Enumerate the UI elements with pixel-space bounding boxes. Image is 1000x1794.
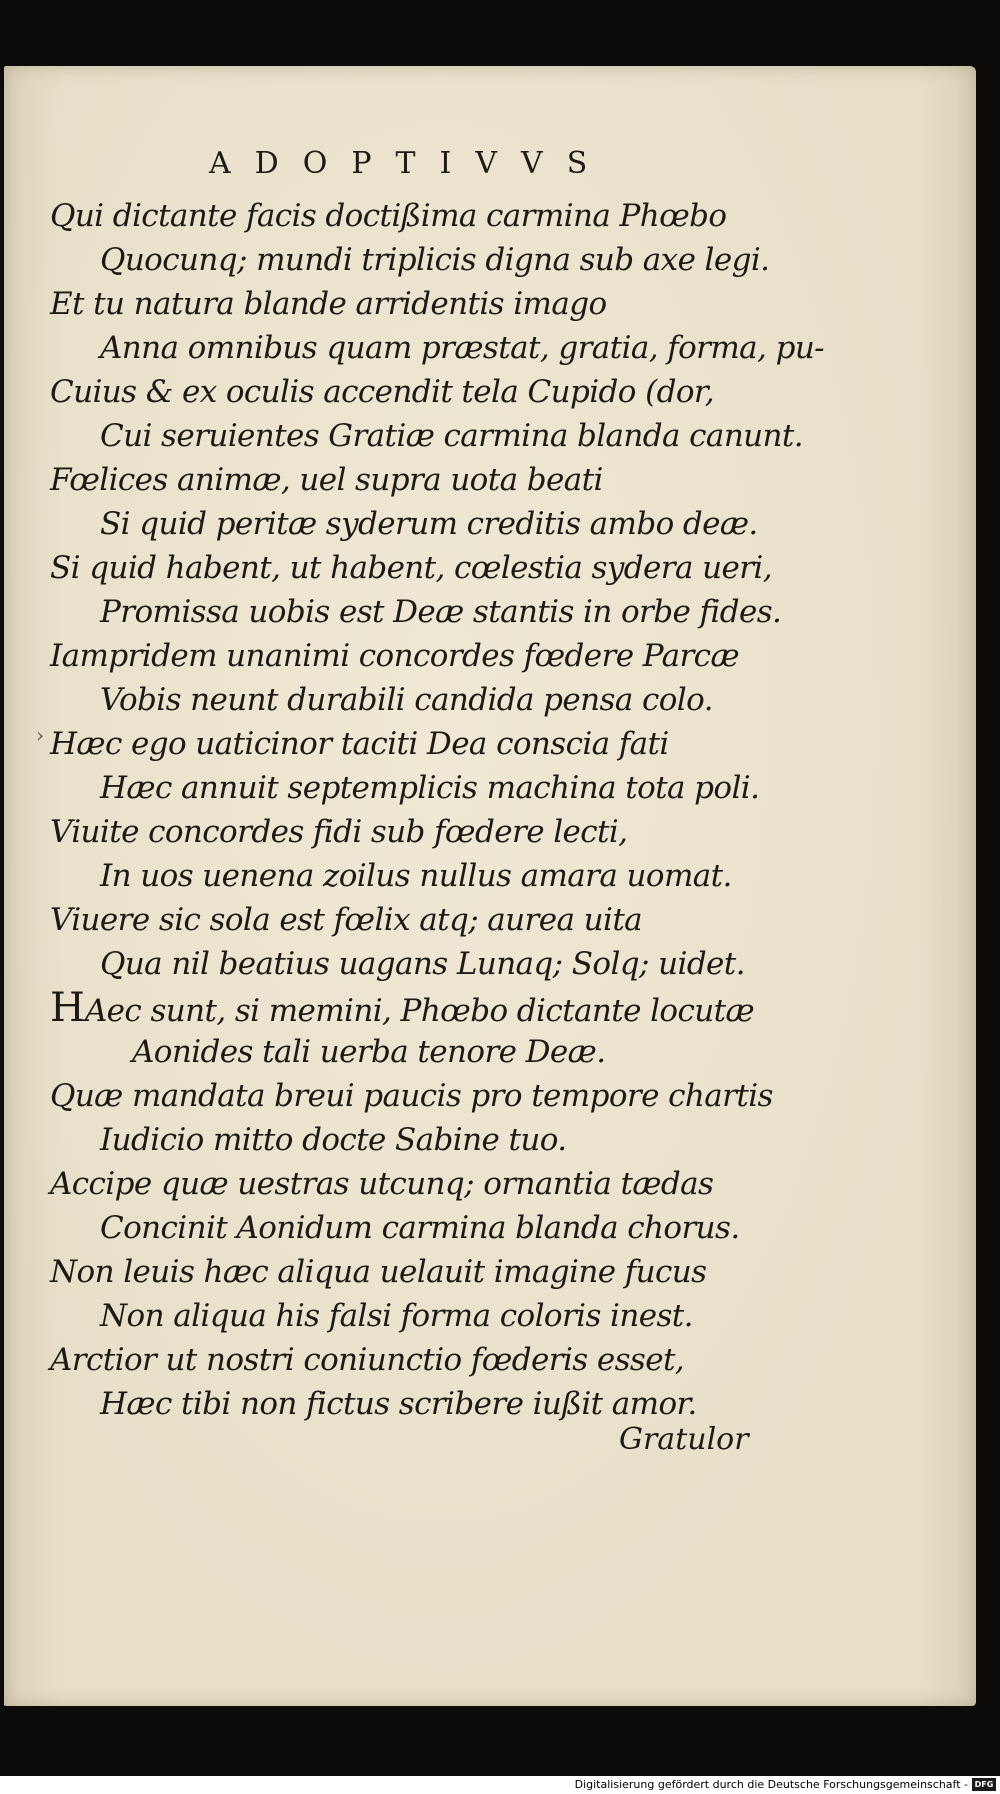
verse-line: Concinit Aonidum carmina blanda chorus. <box>100 1210 740 1246</box>
verse-line: Quocunq; mundi triplicis digna sub axe legi. <box>100 242 770 278</box>
drop-cap: H <box>50 985 85 1031</box>
verse-line: Hæc annuit septemplicis machina tota poli. <box>100 770 760 806</box>
verse-line: Et tu natura blande arridentis imago <box>50 286 607 322</box>
verse-line: Anna omnibus quam præstat, gratia, forma, pu- <box>100 330 825 366</box>
verse-line: Vobis neunt durabili candida pensa colo. <box>100 682 713 718</box>
book-page <box>4 66 976 1706</box>
verse-line: Hæc ego uaticinor taciti Dea conscia fati <box>50 726 669 762</box>
verse-line-text: Aec sunt, si memini, Phœbo dictante locutæ <box>84 993 754 1029</box>
verse-line: Non aliqua his falsi forma coloris inest. <box>100 1298 693 1334</box>
verse-line: Viuite concordes fidi sub fœdere lecti, <box>50 814 628 850</box>
margin-mark: › <box>36 723 44 747</box>
verse-line: Non leuis hæc aliqua uelauit imagine fucus <box>50 1254 707 1290</box>
verse-line: Iudicio mitto docte Sabine tuo. <box>100 1122 567 1158</box>
running-head: ADOPTIVVS <box>209 146 612 181</box>
verse-line: Si quid habent, ut habent, cœlestia sydera ueri, <box>50 550 772 586</box>
verse-line: Aonides tali uerba tenore Deæ. <box>132 1034 606 1070</box>
verse-line: Si quid peritæ syderum creditis ambo deæ. <box>100 506 758 542</box>
verse-line: Quæ mandata breui paucis pro tempore chartis <box>50 1078 773 1114</box>
verse-line-dropcap <box>50 986 824 1030</box>
dfg-logo-icon: DFG <box>972 1778 996 1791</box>
verse-line: Fœlices animæ, uel supra uota beati <box>50 462 603 498</box>
verse-line: Promissa uobis est Deæ stantis in orbe fides. <box>100 594 782 630</box>
catchword: Gratulor <box>619 1422 749 1457</box>
verse-line: Cui seruientes Gratiæ carmina blanda canunt. <box>100 418 804 454</box>
verse-line: Accipe quæ uestras utcunq; ornantia tædas <box>50 1166 714 1202</box>
verse-line: Qui dictante facis doctißima carmina Phœbo <box>50 198 727 234</box>
verse-line: Iampridem unanimi concordes fœdere Parcæ <box>50 638 739 674</box>
verse-line: Qua nil beatius uagans Lunaq; Solq; uidet. <box>100 946 745 982</box>
verse-line: Viuere sic sola est fœlix atq; aurea uita <box>50 902 643 938</box>
verse-line: In uos uenena zoilus nullus amara uomat. <box>100 858 732 894</box>
verse-line: Cuius & ex oculis accendit tela Cupido (dor, <box>50 374 714 410</box>
digitization-credit: Digitalisierung gefördert durch die Deutsche Forschungsgemeinschaft - <box>574 1778 968 1791</box>
verse-block <box>50 194 824 1426</box>
verse-line: Arctior ut nostri coniunctio fœderis esset, <box>50 1342 685 1378</box>
verse-line: Hæc tibi non fictus scribere iußit amor. <box>100 1386 697 1422</box>
